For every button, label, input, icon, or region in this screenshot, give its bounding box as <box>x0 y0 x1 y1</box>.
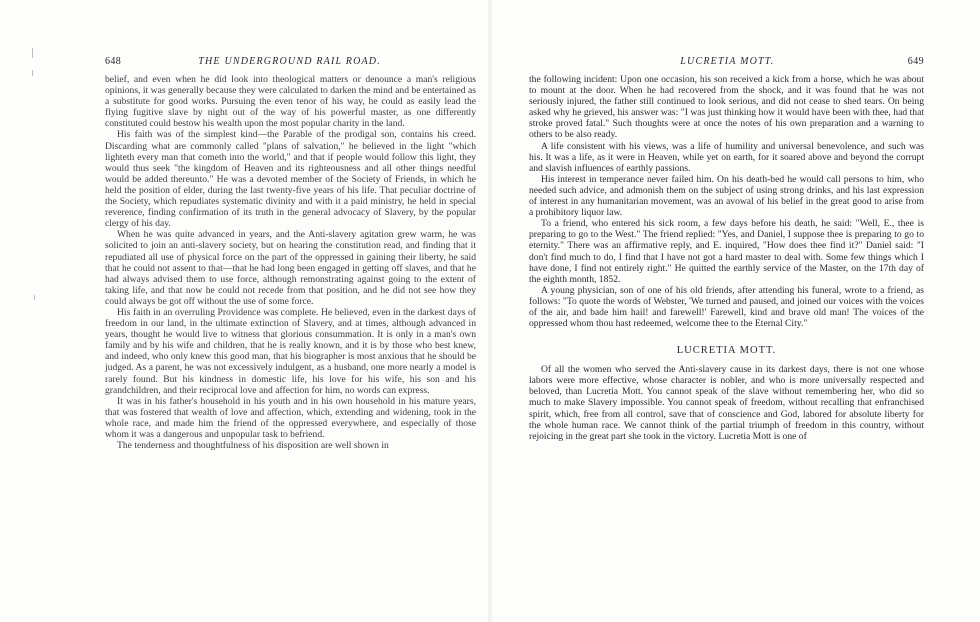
paragraph: A life consistent with his views, was a life of humility and universal benevolence, and such was his. It was a life, as it were in Heaven, while yet on earth, for it soared above and beyond the corrupt and slavish influences of earthly passions. <box>529 140 924 174</box>
paragraph: the following incident: Upon one occasion, his son received a kick from a horse, which he was about to mount at the door. When he had recovered from the shock, and it was found that he was not seriously injured, the father still continued to look serious, and did not cease to shed tears. On being asked why he grieved, his answer was: "I was just thinking how it would have been with thee, had that stroke proved fatal." Such thoughts were at once the notes of his own preparation and a warning to others to be also ready. <box>529 74 924 141</box>
right-page-body <box>529 74 924 442</box>
paragraph: His faith was of the simplest kind—the Parable of the prodigal son, contains his creed. Discarding what are commonly called "plans of salvation," he believed in the light "which lighteth every man that cometh into the world," and that if people would follow this light, they would thus seek "the kingdom of Heaven and its righteousness and all other things needful would be added thereunto." He was a devoted member of the Society of Friends, in which he held the position of elder, during the last twenty-five years of his life. That peculiar doctrine of the Society, which repudiates systematic divinity and with it a paid ministry, he held in special reverence, finding confirmation of its truth in the general advocacy of Slavery, by the popular clergy of his day. <box>105 129 476 230</box>
right-running-head: LUCRETIA MOTT. <box>680 56 775 67</box>
right-page <box>490 0 980 622</box>
paragraph: The tenderness and thoughtfulness of his disposition are well shown in <box>117 440 389 452</box>
left-running-head: THE UNDERGROUND RAIL ROAD. <box>198 56 381 67</box>
paragraph: It was in his father's household in his youth and in his own household in his mature years, that was fostered that wealth of love and affection, which, extending and widening, took in the whole race, and made him the friend of the oppressed everywhere, and especially of those whom it was a dangerous and unpopular task to befriend. <box>105 395 476 440</box>
paragraph: To a friend, who entered his sick room, a few days before his death, he said: "Well, E., thee is preparing to go to the West." The friend replied: "Yes, and Daniel, I suppose thee is preparing to go to eternity." There was an affirmative reply, and E. inquired, "How does thee find it?" Daniel said: "I don't find much to do, I find that I have not got a hard master to deal with. Some few things which I have done, I find not entirely right." He quitted the earthly service of the Master, on the 17th day of the eighth month, 1852. <box>529 218 924 285</box>
paragraph: His interest in temperance never failed him. On his death-bed he would call persons to him, who needed such advice, and admonish them on the subject of using strong drinks, and his last expression of interest in any humanitarian movement, was an avowal of his belief in the great good to arise from a prohibitory liquor law. <box>529 173 924 219</box>
paragraph: His faith in an overruling Providence was complete. He believed, even in the darkest days of freedom in our land, in the ultimate extinction of Slavery, and at times, although advanced in years, thought he would live to witness that glorious consummation. It is only in a man's own family and by his wife and children, that he is really known, and it is by those who best knew, and indeed, who only knew this good man, that his biographer is most anxious that he should be judged. As a parent, he was not excessively indulgent, as a husband, one more nearly a model is rarely found. But his kindness in domestic life, his love for his wife, his son and his grandchildren, and their reciprocal love and affection for him, no words can express. <box>105 306 476 396</box>
right-page-header <box>529 56 924 67</box>
paragraph: Of all the women who served the Anti-slavery cause in its darkest days, there is not one whose labors were more effective, whose character is nobler, and who is more universally respected and beloved, than Lucretia Mott. You cannot speak of the slave without remembering her, who did so much to make Slavery impossible. You cannot speak of freedom, without recalling that enfranchised spirit, which, free from all control, save that of conscience and God, labored for absolute liberty for the whole human race. We cannot think of the partial triumph of freedom in this country, without rejoicing in the great part she took in the victory. Lucretia Mott is one of <box>529 364 924 442</box>
paragraph: When he was quite advanced in years, and the Anti-slavery agitation grew warm, he was solicited to join an anti-slavery society, but on hearing the constitution read, and finding that it repudiated all use of physical force on the part of the oppressed in gaining their liberty, he said that he could not assent to that—that he had long been engaged in getting off slaves, and that he had always advised them to use force, although remonstrating against going to the extent of taking life, and that now he could not recede from that position, and he did not see how they could always be got off without the use of some force. <box>105 229 476 307</box>
paragraph: belief, and even when he did look into theological matters or denounce a man's religious opinions, it was generally because they were calculated to darken the mind and be entertained as a substitute for good works. Pursuing the even tenor of his way, he could as easily lead the flying fugitive slave by night out of the way of his powerful master, as one differently constituted could bestow his wealth upon the most popular charity in the land. <box>105 74 476 130</box>
section-heading: LUCRETIA MOTT. <box>676 345 777 357</box>
paragraph: A young physician, son of one of his old friends, after attending his funeral, wrote to a friend, as follows: "To quote the words of Webster, 'We turned and paused, and joined our voices with the voices of the air, and bade him hail! and farewell!' Farewell, kind and brave old man! The voices of the oppressed whom thou hast redeemed, welcome thee to the Eternal City." <box>529 284 924 330</box>
left-page-number: 648 <box>105 56 122 67</box>
left-page-header <box>105 56 476 67</box>
left-page-body <box>105 74 476 451</box>
right-page-number: 649 <box>907 56 924 67</box>
